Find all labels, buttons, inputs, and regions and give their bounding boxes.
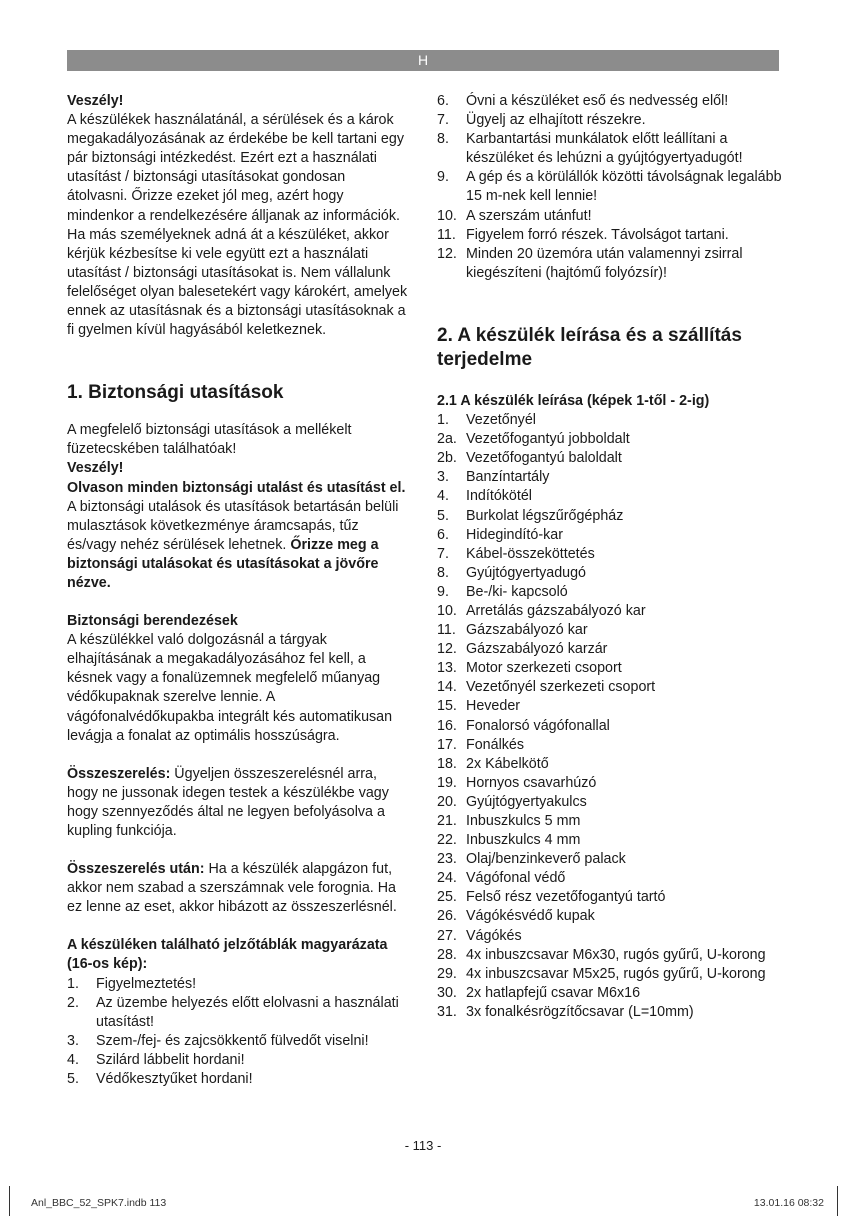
list-item: 27. Vágókés [437,927,522,944]
signs-list-right [437,92,782,283]
list-item: 3. Banzíntartály [437,469,550,486]
list-item: 6. Hidegindító-kar [437,526,563,543]
s1-text-1: A biztonsági utalások és utasítások betartásán belüli mulasztások következménye áramcsapás, tűz és/vagy nehéz sérülések lehetnek. [67,498,399,553]
page-number: - 113 - [404,1138,442,1153]
list-item: 19. Hornyos csavarhúzó [437,774,597,791]
s1-warning-paragraph [67,479,409,594]
after-assembly-body: Ha a készülék alapgázon fut, akkor nem szabad a szerszámnak vele forognia. Ha ez lenne az eset, akkor hibázott az összeszerlésnél. [67,861,397,916]
assembly-body: Ügyeljen összeszerelésnél arra, hogy ne jussonak idegen testek a készülékbe vagy hogy szennyeződés által ne legyen befolyásolva a kupling funkciója. [67,765,389,839]
section-header-bar [67,50,779,71]
s1-danger: Veszély! [67,460,124,477]
list-item: 22. Inbuszkulcs 4 mm [437,832,581,849]
list-item: 4. Szilárd lábbelit hordani! [67,1051,245,1068]
left-column [67,92,409,1089]
list-item: 7. Kábel-összeköttetés [437,545,595,562]
list-item: 2a. Vezetőfogantyú jobboldalt [437,431,630,448]
list-item: 10. A szerszám utánfut! [437,207,592,224]
list-item: 9. Be-/ki- kapcsoló [437,583,568,600]
list-item: 1. Vezetőnyél [437,412,536,429]
assembly-label: Összeszerelés: [67,765,171,782]
danger-body: A készülékek használatánál, a sérülések és a károk megakadályozásának az érdekébe be kell tartani egy pár biztonsági intézkedést. Ezért ezt a használati utasítást / biztonsági utasításokat gondosan átolvasni. Őrizze ezeket jól meg, azért hogy mindenkor a rendelkezésére álljanak az információk. Ha más személyeknek adná át a készüléket, akkor kérjük kézbesítse ki vele együtt ezt a használati utasítást / biztonsági utasításokat is. Nem vállalunk felelőséget olyan balesetekért vagy károkért, amelyek ennek az utasításnak és a biztonsági utasításoknak a fi gyelmen kívül hagyásából keletkeznek. [67,112,408,339]
list-item: 14. Vezetőnyél szerkezeti csoport [437,679,656,696]
print-timestamp: 13.01.16 08:32 [753,1197,824,1209]
list-item: 30. 2x hatlapfejű csavar M6x16 [437,984,641,1001]
section2-title: 2. A készülék leírása és a szállítás terjedelme [437,324,742,370]
list-item: 29. 4x inbuszcsavar M5x25, rugós gyűrű, U-korong [437,965,766,982]
safety-title: Biztonsági berendezések [67,613,238,630]
list-item: 2. Az üzembe helyezés előtt elolvasni a használati utasítást! [67,994,399,1030]
list-item: 13. Motor szerkezeti csoport [437,660,622,677]
sub21-title: 2.1 A készülék leírása (képek 1-től - 2-ig) [437,392,710,409]
danger-title: Veszély! [67,93,124,109]
list-item: 12. Gázszabályozó karzár [437,641,608,658]
list-item: 3. Szem-/fej- és zajcsökkentő fülvedőt viselni! [67,1032,369,1049]
list-item: 7. Ügyelj az elhajított részekre. [437,112,646,129]
list-item: 16. Fonalorsó vágófonallal [437,717,610,734]
crop-mark-left [9,1186,10,1216]
parts-list [437,411,782,1022]
list-item: 2b. Vezetőfogantyú baloldalt [437,450,622,467]
list-item: 21. Inbuszkulcs 5 mm [437,813,581,829]
list-item: 15. Heveder [437,698,521,715]
list-item: 12. Minden 20 üzemóra után valamennyi zsirral kiegészíteni (hajtómű folyózsír)! [437,245,743,281]
file-info: Anl_BBC_52_SPK7.indb 113 [31,1197,167,1209]
signs-title: A készüléken található jelzőtáblák magyarázata (16-os kép): [67,937,388,973]
list-item: 26. Vágókésvédő kupak [437,908,595,925]
list-item: 11. Gázszabályozó kar [437,622,588,639]
s1-intro: A megfelelő biztonsági utasítások a mellékelt füzetecskében találhatóak! [67,422,352,458]
list-item: 1. Figyelmeztetés! [67,975,197,992]
list-item: 10. Arretálás gázszabályozó kar [437,602,646,619]
safety-body: A készülékkel való dolgozásnál a tárgyak elhajításának a megakadályozásához fel kell, a késnek vagy a fonalüzemnek megfelelő műanyag védőkupaknak szerelve lennie. A vágófonalvédőkupakba integrált kés automatikusan levágja a fonalat az optimális hosszúságra. [67,632,393,744]
list-item: 23. Olaj/benzinkeverő palack [437,851,626,868]
list-item: 9. A gép és a körülállók közötti távolságnak legalább 15 m-nek kell lennie! [437,169,782,205]
list-item: 8. Karbantartási munkálatok előtt leállítani a készüléket és lehúzni a gyújtógyertyadugót! [437,131,743,167]
list-item: 5. Burkolat légszűrőgépház [437,507,624,524]
list-item: 25. Felső rész vezetőfogantyú tartó [437,889,666,906]
list-item: 28. 4x inbuszcsavar M6x30, rugós gyűrű, U-korong [437,946,766,963]
list-item: 31. 3x fonalkésrögzítőcsavar (L=10mm) [437,1003,694,1020]
crop-mark-right [837,1186,838,1216]
assembly-paragraph [67,765,409,841]
language-letter: H [417,52,429,68]
s1-bold-1: Olvason minden biztonsági utalást és utasítást el. [67,479,406,496]
signs-list-left [67,975,409,1090]
list-item: 20. Gyújtógyertyakulcs [437,793,587,810]
list-item: 24. Vágófonal védő [437,870,566,887]
list-item: 6. Óvni a készüléket eső és nedvesség elől! [437,93,729,109]
right-column [437,92,782,1022]
s1-bold-2: Őrizze meg a biztonsági utalásokat és utasításokat a jövőre nézve. [67,536,379,591]
list-item: 8. Gyújtógyertyadugó [437,564,587,581]
list-item: 5. Védőkesztyűket hordani! [67,1071,253,1088]
list-item: 4. Indítókötél [437,488,532,505]
section1-title: 1. Biztonsági utasítások [67,382,284,404]
after-assembly-paragraph [67,860,409,917]
list-item: 18. 2x Kábelkötő [437,755,549,772]
list-item: 11. Figyelem forró részek. Távolságot tartani. [437,226,729,243]
after-assembly-label: Összeszerelés után: [67,861,205,878]
list-item: 17. Fonálkés [437,736,525,753]
